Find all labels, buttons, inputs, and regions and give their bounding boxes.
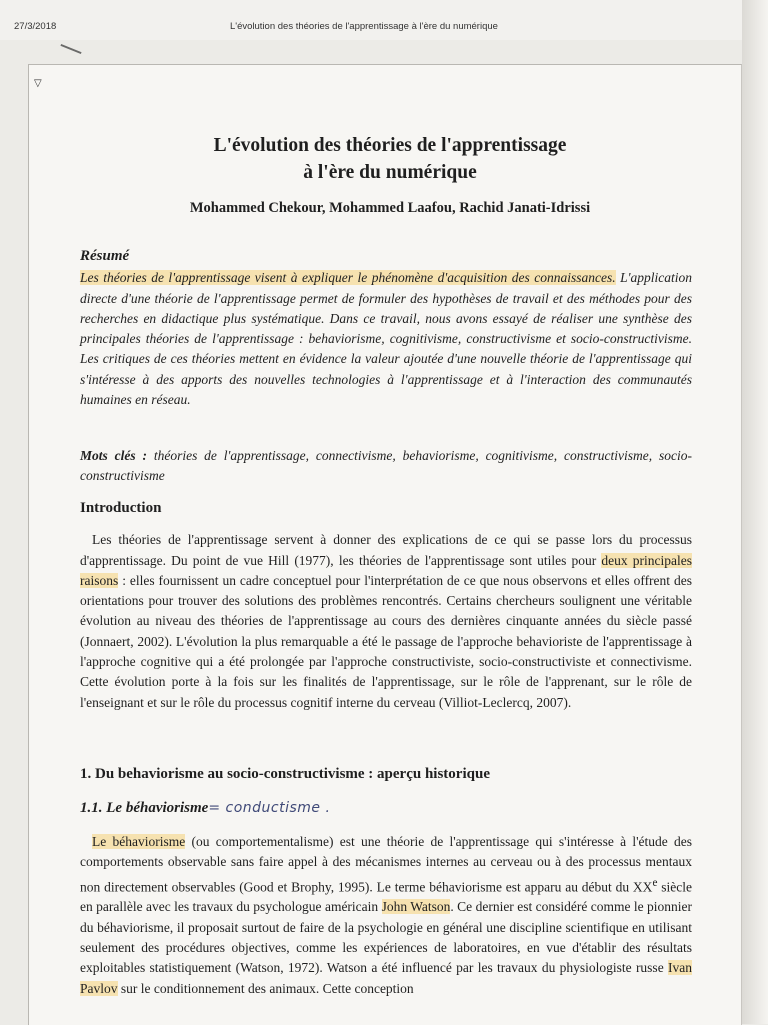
behav-text-4: sur le conditionnement des animaux. Cette conception bbox=[117, 980, 414, 996]
paper-authors: Mohammed Chekour, Mohammed Laafou, Rachid Janati-Idrissi bbox=[189, 200, 591, 216]
section-1-1-title: 1.1. Le béhaviorisme bbox=[80, 800, 209, 816]
behaviorisme-section bbox=[80, 832, 692, 999]
resume-section bbox=[80, 246, 692, 410]
section-1-heading: 1. Du behaviorisme au socio-constructivisme : aperçu historique bbox=[80, 766, 490, 782]
intro-highlight: deux principales raisons bbox=[80, 552, 692, 588]
behav-text-3: . Ce dernier est considéré comme le pionnier du béhaviorisme, il proposait surtout de faire de la psychologie en général une discipline scientifique en utilisant seulement des procédures objectives, comme les expériences de laboratoires, en vue d'établir des résultats exploitables statistiquement (Watson, 1972). Watson a été influencé par les travaux du physiologiste russe bbox=[80, 899, 692, 976]
keywords-list: théories de l'apprentissage, connectivisme, behaviorisme, cognitivisme, constructivisme, socio-constructivisme bbox=[80, 448, 692, 484]
watson-highlight: John Watson bbox=[381, 899, 451, 915]
resume-body: L'application directe d'une théorie de l'apprentissage permet de formuler des hypothèses de travail et des méthodes pour des recherches en didactique plus systématique. Dans ce travail, nous avons essayé de réaliser une synthèse des principales théories de l'apprentissage : behaviorisme, cognitivisme, constructivisme et socio-constructivisme. Les critiques de ces théories mettent en évidence la valeur ajoutée d'une nouvelle théorie de l'apprentissage qui s'intéresse à des apports des nouvelles technologies à l'apprentissage et à l'interaction des communautés humaines en réseau. bbox=[80, 270, 692, 408]
century-superscript: e bbox=[652, 876, 658, 889]
paper-title bbox=[80, 132, 700, 186]
behaviorisme-highlight: Le béhaviorisme bbox=[92, 834, 186, 849]
behav-text-2: siècle en parallèle avec les travaux du psychologue américain bbox=[80, 879, 692, 915]
page-edge-shadow bbox=[742, 0, 768, 1024]
title-line-1: L'évolution des théories de l'apprentissage bbox=[213, 135, 567, 156]
handwritten-note: = conductisme . bbox=[208, 800, 331, 816]
collapse-arrow-icon[interactable]: ▽ bbox=[34, 78, 42, 89]
resume-text bbox=[80, 268, 692, 410]
intro-text-1: Les théories de l'apprentissage servent à donner des explications de ce qui se passe lors du processus d'apprentissage. Du point de vue Hill (1977), les théories de l'apprentissage sont utiles pour bbox=[80, 532, 692, 568]
intro-text-2: : elles fournissent un cadre conceptuel pour l'interprétation de ce que nous observons et elles offrent des orientations pour trouver des solutions des problèmes rencontrés. Certains chercheurs soulignent une véritable évolution au niveau des théories de l'apprentissage au cours des dernières cinquante années du siècle passé (Jonnaert, 2002). L'évolution la plus remarquable a été le passage de l'approche behavioriste de l'apprentissage à l'approche cognitive qui a été prolongée par l'approche constructiviste, socio-constructiviste et connectivisme. Cette évolution porte à la fois sur les finalités de l'apprentissage, sur le rôle de l'apprenant, sur le rôle de l'enseignant et sur le rôle du processus cognitif interne du cerveau (Villiot-Leclercq, 2007). bbox=[80, 572, 692, 710]
behaviorisme-paragraph bbox=[80, 832, 692, 999]
introduction-section bbox=[80, 498, 692, 713]
behav-text-1: (ou comportementalisme) est une théorie de l'apprentissage qui s'intéresse à l'étude des comportements observable sans faire appel à des mécanismes internes au cerveau ou à des processus mentaux non directement observables (Good et Brophy, 1995). Le terme béhaviorisme est apparu au début du XX bbox=[80, 834, 692, 895]
pen-stroke-mark bbox=[60, 44, 81, 54]
resume-heading: Résumé bbox=[80, 248, 130, 264]
introduction-heading: Introduction bbox=[80, 500, 162, 516]
introduction-paragraph bbox=[80, 530, 692, 713]
print-header bbox=[0, 0, 768, 40]
keywords-label: Mots clés : bbox=[80, 448, 147, 463]
resume-highlight: Les théories de l'apprentissage visent à expliquer le phénomène d'acquisition des connaissances. bbox=[80, 270, 616, 286]
keywords-section bbox=[80, 446, 692, 487]
title-line-2: à l'ère du numérique bbox=[303, 162, 477, 183]
print-date: 27/3/2018 bbox=[14, 21, 57, 32]
keywords-text bbox=[80, 446, 692, 487]
print-title: L'évolution des théories de l'apprentissage à l'ère du numérique bbox=[230, 21, 498, 32]
pavlov-highlight: Ivan Pavlov bbox=[80, 960, 692, 996]
section-1-1-heading bbox=[80, 798, 692, 818]
